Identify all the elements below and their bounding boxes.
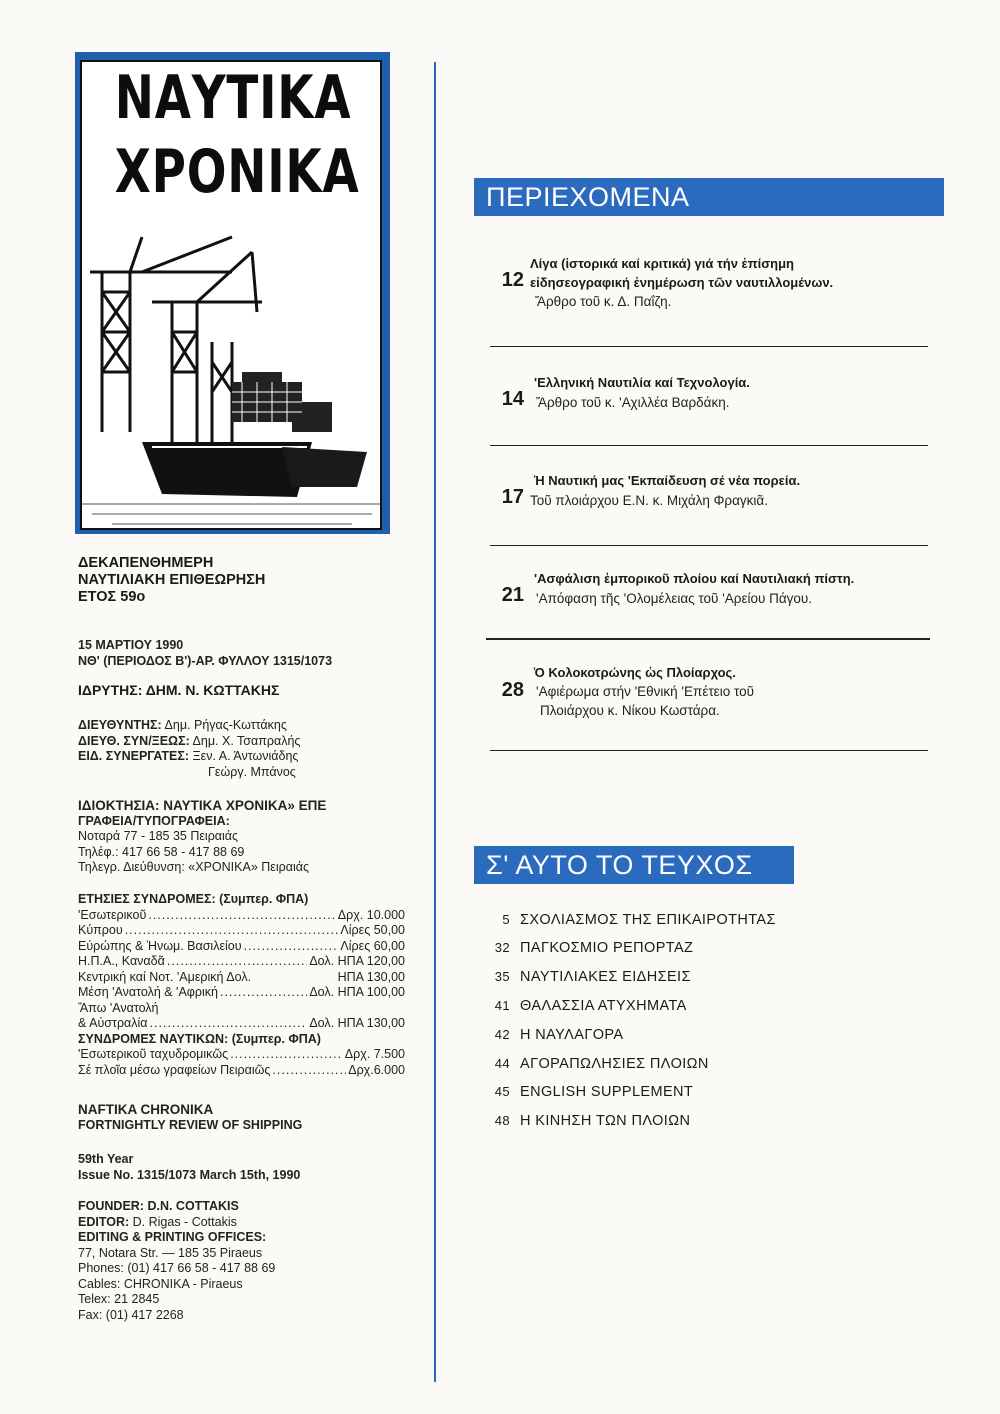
english-offices: EDITING & PRINTING OFFICES: <box>78 1230 267 1244</box>
editor-label: ΔΙΕΥΘ. ΣΥΝ/ΞΕΩΣ: <box>78 733 190 748</box>
toc-page-number: 17 <box>501 486 524 508</box>
publication-line2: ΝΑΥΤΙΛΙΑΚΗ ΕΠΙΘΕΩΡΗΣΗ <box>78 572 266 588</box>
publication-line1: ΔΕΚΑΠΕΝΘΗΜΕΡΗ <box>78 555 214 571</box>
masthead-title-line2: ΧΡΟΝΙΚΑ <box>114 137 360 207</box>
toc-separator <box>490 445 928 446</box>
offices-label: ΓΡΑΦΕΙΑ/ΤΥΠΟΓΡΑΦΕΙΑ: <box>78 813 230 828</box>
toc-title: Λίγα (ἱστορικά καί κριτικά) γιά τήν ἐπίσημη <box>530 256 794 271</box>
subscriptions-block <box>78 892 405 1078</box>
toc-separator <box>490 346 928 347</box>
toc-title: εἰδησεογραφική ἐνημέρωση τῶν ναυτιλλομένων. <box>530 275 834 290</box>
masthead-frame <box>80 60 382 530</box>
english-tagline: FORTNIGHTLY REVIEW OF SHIPPING <box>78 1117 303 1132</box>
staff-block <box>78 718 300 780</box>
contents-heading: ΠΕΡΙΕΧΟΜΕΝΑ <box>474 178 944 216</box>
offices-address: Νοταρά 77 - 185 35 Πειραιάς <box>78 829 239 843</box>
director-name: Δημ. Ρήγας-Κωττάκης <box>164 718 287 732</box>
english-fax: Fax: (01) 417 2268 <box>78 1307 184 1322</box>
subscription-row: Εὐρώπης & Ἡνωμ. Βασιλείου ..... Λίρες 60,00 <box>78 939 405 955</box>
subscriptions-heading: ΕΤΗΣΙΕΣ ΣΥΝΔΡΟΜΕΣ: (Συμπερ. ΦΠΑ) <box>78 892 309 906</box>
toc-entry[interactable] <box>480 255 930 315</box>
issue-item[interactable]: 41 ΘΑΛΑΣΣΙΑ ΑΤΥΧΗΜΑΤΑ <box>494 998 687 1014</box>
english-editor: D. Rigas - Cottakis <box>132 1214 237 1229</box>
contributor-1: Ξεν. Α. Άντωνιάδης <box>192 749 299 763</box>
issue-item[interactable]: 45 ENGLISH SUPPLEMENT <box>494 1084 694 1100</box>
english-founder: FOUNDER: D.N. COTTAKIS <box>78 1199 239 1213</box>
issue-item[interactable]: 42 Η ΝΑΥΛΑΓΟΡΑ <box>494 1027 624 1043</box>
contributor-2: Γεώργ. Μπάνος <box>208 764 296 779</box>
subscription-row: Σέ πλοῖα μέσω γραφείων Πειραιῶς ..... Δρχ.6.000 <box>78 1063 405 1079</box>
issue-item[interactable]: 44 ΑΓΟΡΑΠΩΛΗΣΙΕΣ ΠΛΟΙΩΝ <box>494 1056 709 1072</box>
english-editor-label: EDITOR: <box>78 1214 130 1229</box>
issue-item[interactable]: 32 ΠΑΓΚΟΣΜΙΟ ΡΕΠΟΡΤΑΖ <box>494 940 694 956</box>
toc-subtitle: 'Αφιέρωμα στήν 'Εθνική 'Επέτειο τοῦ <box>536 684 754 699</box>
toc-title: Ὁ Κολοκοτρώνης ὡς Πλοίαρχος. <box>534 665 736 680</box>
publication-type <box>78 555 265 606</box>
toc-separator <box>490 545 928 546</box>
subscription-row: Κύπρου ..... Λίρες 50,00 <box>78 923 405 939</box>
owner: ΙΔΙΟΚΤΗΣΙΑ: ΝΑΥΤΙΚΑ ΧΡΟΝΙΚΑ» ΕΠΕ <box>78 798 327 813</box>
naval-subscriptions-heading: ΣΥΝΔΡΟΜΕΣ ΝΑΥΤΙΚΩΝ: (Συμπερ. ΦΠΑ) <box>78 1031 321 1046</box>
offices-telegram: Τηλεγρ. Διεύθυνση: «ΧΡΟΝΙΚΑ» Πειραιάς <box>78 860 309 874</box>
toc-entry[interactable] <box>480 570 930 615</box>
toc-title: Ἡ Ναυτική μας 'Εκπαίδευση σέ νέα πορεία. <box>534 473 801 488</box>
subscription-row: 'Εσωτερικοῦ ταχυδρομικῶς ..... Δρχ. 7.500 <box>78 1047 405 1063</box>
toc-separator <box>490 750 928 751</box>
issue-date: 15 ΜΑΡΤΙΟΥ 1990 <box>78 638 184 652</box>
subscription-row: Η.Π.Α., Καναδᾶ ..... Δολ. ΗΠΑ 120,00 <box>78 954 405 970</box>
editor-name: Δημ. Χ. Τσαπραλής <box>192 733 301 748</box>
english-year: 59th Year <box>78 1152 134 1166</box>
toc-separator <box>486 638 930 640</box>
toc-entry[interactable] <box>480 664 930 724</box>
toc-page-number: 12 <box>501 269 524 291</box>
subscription-row: 'Εσωτερικοῦ ..... Δρχ. 10.000 <box>78 908 405 924</box>
english-telex: Telex: 21 2845 <box>78 1292 160 1306</box>
toc-subtitle: Ἄρθρο τοῦ κ. 'Αχιλλέα Βαρδάκη. <box>536 395 730 410</box>
harbor-cranes-illustration <box>82 232 380 530</box>
english-issue-number: Issue No. 1315/1073 March 15th, 1990 <box>78 1167 301 1182</box>
issue-number: ΝΘ' (ΠΕΡΙΟΔΟΣ Β')-ΑΡ. ΦΥΛΛΟΥ 1315/1073 <box>78 653 333 668</box>
english-staff <box>78 1199 275 1323</box>
toc-subtitle: Ἄρθρο τοῦ κ. Δ. Παΐζη. <box>535 294 672 309</box>
toc-page-number: 28 <box>501 679 524 701</box>
offices-phone: Τηλέφ.: 417 66 58 - 417 88 69 <box>78 844 245 859</box>
english-address: 77, Notara Str. — 185 35 Piraeus <box>78 1245 263 1260</box>
issue-item[interactable]: 35 ΝΑΥΤΙΛΙΑΚΕΣ ΕΙΔΗΣΕΙΣ <box>494 969 691 985</box>
founder-greek: ΙΔΡΥΤΗΣ: ΔΗΜ. Ν. ΚΩΤΤΑΚΗΣ <box>78 682 280 698</box>
toc-title: 'Ελληνική Ναυτιλία καί Τεχνολογία. <box>534 375 750 390</box>
issue-item[interactable]: 5 ΣΧΟΛΙΑΣΜΟΣ ΤΗΣ ΕΠΙΚΑΙΡΟΤΗΤΑΣ <box>502 912 776 928</box>
toc-page-number: 21 <box>501 584 524 606</box>
issue-info <box>78 638 332 669</box>
subscription-row: Μέση 'Ανατολή & 'Αφρική ..... Δολ. ΗΠΑ 100,00 <box>78 985 405 1001</box>
english-name: NAFTIKA CHRONIKA <box>78 1102 214 1117</box>
toc-entry[interactable] <box>480 374 930 419</box>
toc-entry[interactable] <box>480 472 930 517</box>
subscription-row: Κεντρική καί Νοτ. 'Αμερική Δολ. ΗΠΑ 130,00 <box>78 969 405 984</box>
issue-item[interactable]: 48 Η ΚΙΝΗΣΗ ΤΩΝ ΠΛΟΙΩΝ <box>494 1113 691 1129</box>
in-this-issue-heading: Σ' ΑΥΤΟ ΤΟ ΤΕΥΧΟΣ <box>474 846 794 884</box>
english-issue <box>78 1152 300 1183</box>
english-phones: Phones: (01) 417 66 58 - 417 88 69 <box>78 1261 276 1275</box>
english-masthead <box>78 1102 302 1133</box>
subscription-row: & Αὐστραλία ..... Δολ. ΗΠΑ 130,00 <box>78 1016 405 1032</box>
ownership-block <box>78 798 326 876</box>
toc-subtitle: Τοῦ πλοιάρχου Ε.Ν. κ. Μιχάλη Φραγκιᾶ. <box>530 493 768 508</box>
contributors-label: ΕΙΔ. ΣΥΝΕΡΓΑΤΕΣ: <box>78 749 190 763</box>
far-east-line1: Ἄπω 'Ανατολή <box>78 1000 159 1015</box>
publication-line3: ΕΤΟΣ 59ο <box>78 589 146 605</box>
toc-subtitle: Πλοιάρχου κ. Νίκου Κωστάρα. <box>540 703 720 718</box>
toc-page-number: 14 <box>501 388 524 410</box>
director-label: ΔΙΕΥΘΥΝΤΗΣ: <box>78 718 162 732</box>
toc-subtitle: 'Απόφαση τῆς 'Ολομέλειας τοῦ 'Αρείου Πάγου. <box>536 591 813 606</box>
column-divider <box>434 62 436 1382</box>
masthead-logo <box>75 52 390 534</box>
toc-title: 'Ασφάλιση ἐμπορικοῦ πλοίου καί Ναυτιλιακή πίστη. <box>534 571 855 586</box>
masthead-title-line1: ΝΑΥΤΙΚΑ <box>114 63 352 133</box>
english-cables: Cables: CHRONIKA - Piraeus <box>78 1276 243 1291</box>
